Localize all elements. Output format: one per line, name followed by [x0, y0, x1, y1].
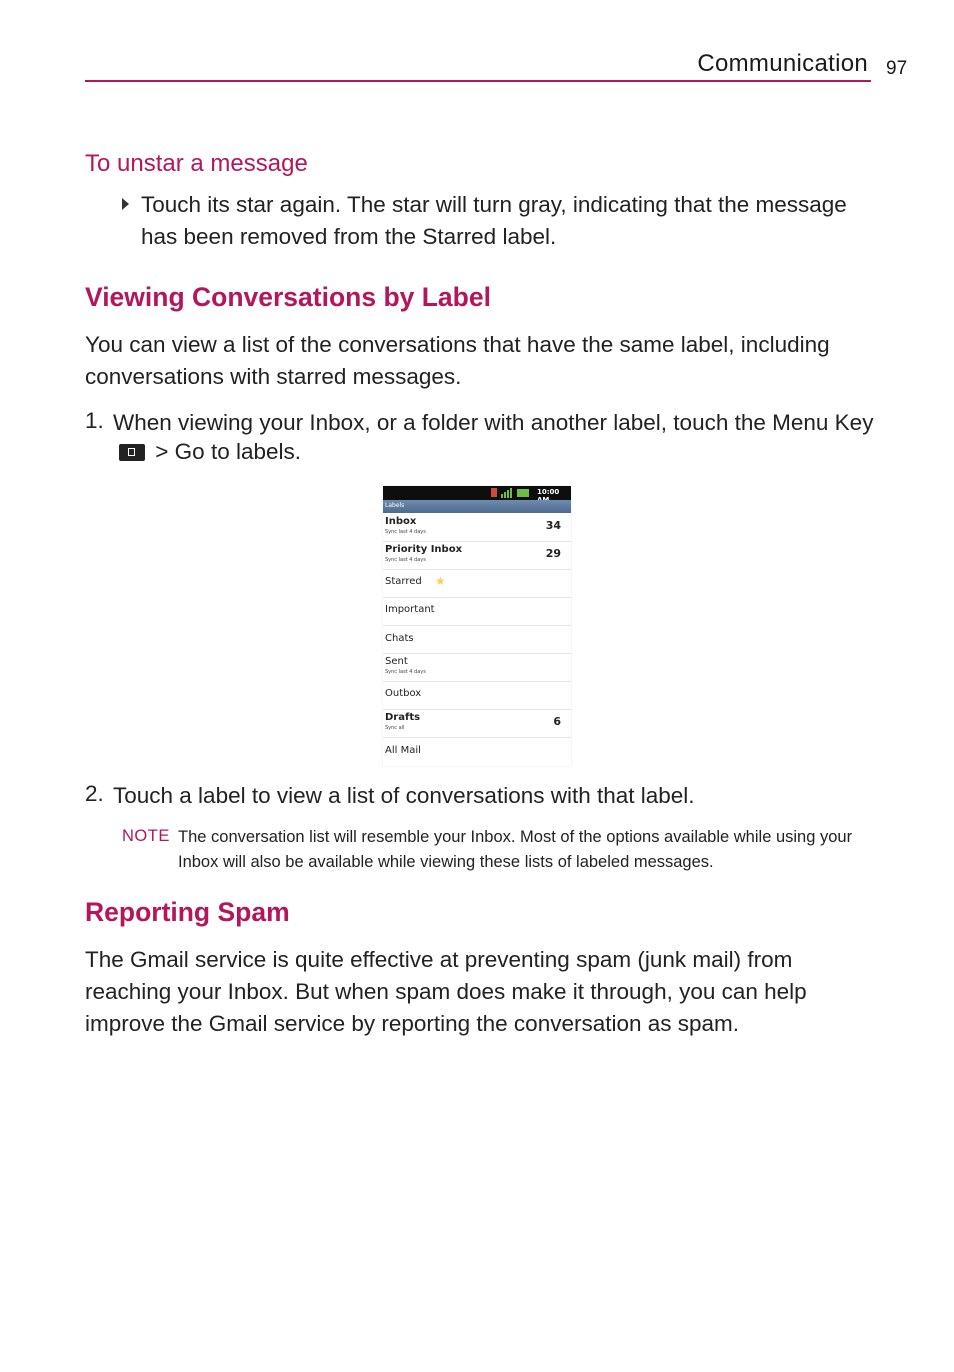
- label-sync-info: Sync last 4 days: [385, 557, 426, 563]
- label-sync-info: Sync last 4 days: [385, 529, 426, 535]
- label-row-drafts[interactable]: [383, 709, 571, 738]
- step-2-number: 2.: [85, 781, 104, 806]
- star-icon: ★: [435, 574, 446, 588]
- label-name: Inbox: [385, 516, 417, 527]
- label-count: 29: [545, 547, 561, 560]
- label-row-inbox[interactable]: [383, 513, 571, 542]
- label-row-all-mail[interactable]: [383, 737, 571, 765]
- label-row-priority-inbox[interactable]: [383, 541, 571, 570]
- step-1-text-before: When viewing your Inbox, or a folder with another label, touch the: [113, 410, 766, 435]
- step-1-number: 1.: [85, 408, 104, 433]
- menu-key-label: Menu Key: [772, 410, 874, 435]
- step-2-text: Touch a label to view a list of conversations with that label.: [113, 783, 695, 808]
- labels-screenshot: [383, 486, 571, 766]
- label-name: All Mail: [385, 745, 421, 756]
- spam-heading: Reporting Spam: [85, 897, 290, 927]
- label-name: Important: [385, 604, 435, 615]
- label-name: Priority Inbox: [385, 544, 463, 555]
- phone-status-bar: [383, 486, 571, 500]
- label-row-important[interactable]: [383, 597, 571, 626]
- label-name: Drafts: [385, 712, 421, 723]
- unstar-bullet-text: Touch its star again. The star will turn gray, indicating that the message has been removed from the Starred label.: [141, 192, 847, 249]
- note-text: The conversation list will resemble your Inbox. Most of the options available while using your Inbox will also be available while viewing these lists of labeled messages.: [178, 828, 853, 871]
- phone-status-time: 10:00: [537, 488, 560, 496]
- go-to-labels-label: Go to labels: [174, 439, 295, 464]
- label-name: Chats: [385, 633, 414, 644]
- label-name: Starred: [385, 576, 422, 587]
- phone-title: Labels: [385, 502, 405, 509]
- bullet-arrow-icon: [122, 198, 129, 210]
- step-1-period: .: [294, 439, 302, 464]
- label-name: Sent: [385, 656, 408, 667]
- note-label: NOTE: [122, 827, 170, 845]
- label-sync-info: Sync last 4 days: [385, 669, 426, 675]
- page-number: 97: [886, 58, 908, 79]
- unstar-heading: To unstar a message: [85, 150, 308, 177]
- spam-text: The Gmail service is quite effective at preventing spam (junk mail) from reaching your Inbox. But when spam does make it through, you can help improve the Gmail service by reporting the conversation as spam.: [85, 947, 807, 1036]
- step-1-text: [113, 408, 878, 466]
- label-count: 6: [553, 715, 561, 728]
- phone-title-bar: [383, 500, 571, 513]
- label-sync-info: Sync all: [385, 725, 405, 731]
- step-1-separator: >: [155, 439, 169, 464]
- label-row-starred[interactable]: [383, 569, 571, 598]
- label-count: 34: [545, 519, 561, 532]
- menu-key-icon: [119, 444, 145, 461]
- label-row-outbox[interactable]: [383, 681, 571, 710]
- viewing-intro: You can view a list of the conversations that have the same label, including conversations with starred messages.: [85, 332, 830, 389]
- viewing-heading: Viewing Conversations by Label: [85, 282, 491, 312]
- label-name: Outbox: [385, 688, 422, 699]
- label-row-sent[interactable]: [383, 653, 571, 682]
- label-row-chats[interactable]: [383, 625, 571, 654]
- header-divider: [85, 80, 871, 82]
- section-title: Communication: [697, 50, 868, 77]
